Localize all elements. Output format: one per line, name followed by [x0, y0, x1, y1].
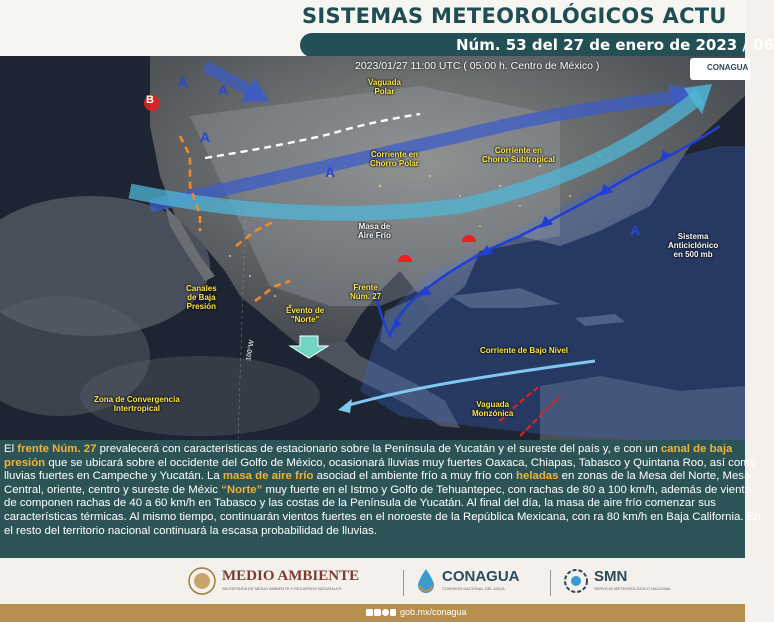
low-level-current-label: Corriente de Bajo Nivel — [480, 346, 569, 355]
gob-url-link[interactable]: gob.mx/conagua — [400, 607, 467, 617]
polar-jet-label: Corriente en Chorro Polar — [370, 150, 419, 168]
mexico-seal-icon — [188, 567, 216, 595]
anticyclone-label: Sistema Anticiclónico en 500 mb — [668, 232, 719, 259]
map-graphics — [0, 56, 745, 440]
conagua-subtitle: COMISIÓN NACIONAL DEL AGUA — [442, 586, 505, 591]
image-timestamp: 2023/01/27 11:00 UTC ( 05:00 h. Centro de México ) — [355, 60, 600, 72]
high-symbol-4: A — [325, 164, 336, 180]
header — [0, 0, 774, 62]
bulletin-paragraph: El frente Núm. 27 prevalecerá con características de estacionario sobre la Península de Yucatán y el sureste del país y, e con un canal de baja presión que se ubicará sobre el occidente del Golfo de México, ocasionará lluvias muy fuertes Oaxaca, Chiapas, Tabasco y Quintana Roo, así como lluvias fuertes en Campeche y Yucatán. La masa de aire frío asociad el ambiente frío a muy frío con heladas en zonas de la Mesa del Norte, Mesa Central, oriente, centro y sureste de Méxic “Norte” muy fuerte en el Istmo y Golfo de Tehuantepec, con rachas de 80 a 100 km/h, además de viento de componen rachas de 40 a 60 km/h en Tabasco y las costas de la Península de Yucatán. Al final del día, la masa de aire frío comenzar sus características térmicas. Al mismo tiempo, continuarán vientos fuertes en el noroeste de la República Mexicana, con ra 80 km/h en Baja California. En el resto del territorio nacional continuará la escasa probabilidad de lluvias. — [4, 443, 761, 537]
high-symbol-2: A — [218, 82, 229, 98]
subtropical-jet-label: Corriente en Chorro Subtropical — [482, 146, 555, 164]
medio-ambiente-subtitle: SECRETARÍA DE MEDIO AMBIENTE Y RECURSOS NATURALES — [222, 586, 342, 591]
conagua-drop-icon — [414, 567, 438, 593]
bulletin-number: Núm. 53 del 27 de enero de 2023 / 06 — [456, 36, 774, 54]
medio-ambiente-logo: MEDIO AMBIENTE — [222, 568, 360, 584]
conagua-map-logo-text: CONAGUA — [707, 63, 749, 72]
weather-map[interactable] — [0, 56, 749, 440]
high-symbol-5: A — [630, 222, 641, 238]
social-icons[interactable] — [366, 608, 396, 618]
itcz-label: Zona de Convergencia Intertropical — [94, 395, 180, 413]
smn-logo-icon — [562, 567, 590, 595]
conagua-logo: CONAGUA — [442, 568, 520, 585]
bulletin-text — [0, 440, 761, 558]
footer-band — [0, 604, 745, 622]
front-label: Frente Núm. 27 — [350, 283, 382, 301]
page-title: SISTEMAS METEOROLÓGICOS ACTU — [302, 4, 727, 28]
low-symbol: B — [146, 94, 154, 106]
meridian-label: 100°W — [245, 339, 256, 362]
conagua-map-logo — [690, 58, 750, 80]
cold-air-mass-label: Masa de Aire Frío — [358, 222, 391, 240]
polar-trough-label: Vaguada Polar — [368, 78, 401, 96]
smn-logo: SMN — [594, 568, 628, 585]
low-pressure-channels-label: Canales de Baja Presión — [186, 284, 217, 311]
high-symbol-3: A — [200, 129, 211, 145]
norte-event-label: Evento de "Norte" — [286, 306, 325, 324]
high-symbol-1: A — [178, 74, 189, 90]
monsoon-trough-label: Vaguada Monzónica — [472, 400, 514, 418]
smn-subtitle: SERVICIO METEOROLÓGICO NACIONAL — [594, 586, 672, 591]
subtitle-bar — [300, 33, 774, 57]
